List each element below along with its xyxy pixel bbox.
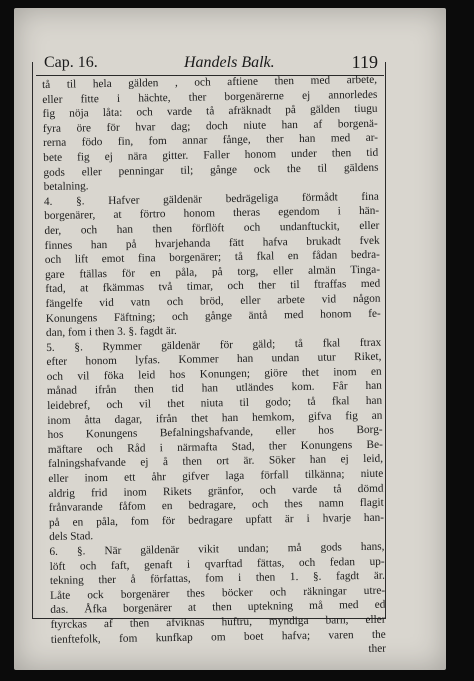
text-line: 5. §. Rymmer gäldenär för gäld; tå fkal ftrax — [46, 336, 382, 354]
text-line: hos Konungens Befalningshafvande, eller hos Borg- — [47, 423, 383, 442]
page-number: 119 — [351, 52, 378, 72]
text-line: leidebref, och vil thet niuta til godo; tå fkal han — [47, 394, 383, 413]
text-line: tå til hela gälden , och aftiene then med arbete, — [42, 73, 378, 91]
text-line: tienftefolk, fom kunfkap om boet hafva; varen the — [50, 628, 386, 646]
chapter-label: Cap. 16. — [44, 54, 98, 71]
text-line: ther — [368, 642, 387, 656]
text-line: aldrig frid inom Rikets gränfor, och varde tå dömd — [48, 482, 384, 500]
text-line: ftad, at fkämmas två timar, och ther til ftraffas med — [45, 278, 381, 296]
text-line: eller fitte i hächte, ther borgenärerne ej annorledes — [42, 88, 378, 106]
text-line: löft och faft, genaft i qvarftad fättas, och fedan up- — [49, 555, 385, 573]
text-line: betalning. — [43, 180, 89, 194]
text-line: gods eller penningar til; gånge ock the til gäldens — [43, 161, 379, 179]
text-line: dan, fom i then 3. §. fagdt är. — [45, 325, 177, 340]
text-line: finnes han på hvarjehanda fätt hafva brukadt fvek — [44, 234, 380, 252]
text-line: der, och han then förflöft och undanftuckit, eller — [44, 219, 380, 237]
text-line: fig nöja låta: och varde tå afräknadt på gälden tiugu — [42, 102, 378, 121]
book-page — [14, 8, 446, 670]
text-line: gare ftällas för en påla, på torg, eller almän Tinga- — [44, 263, 381, 281]
text-line: borgenärer, at förtro honom theras egendom i hän- — [44, 205, 380, 223]
text-line: rerna födo fin, fom annar fånge, ther han med ar- — [42, 132, 379, 150]
body-text — [42, 73, 386, 662]
header-title: Handels Balk. — [184, 54, 275, 71]
text-line: fyra öre för hvar dag; doch niute han af borgenä- — [42, 117, 378, 135]
running-header — [44, 52, 380, 74]
text-line: ftyrckas af then afviknas huftru, myndiga barn, eller — [50, 613, 386, 631]
text-line: efter honom lyfas. Kommer han undan utur Riket, — [46, 350, 382, 369]
text-line: Konungens Fäftning; och gånge äntå med honom fe- — [45, 307, 381, 325]
text-line: fängelfe vid vatn och bröd, eller arbete vid någon — [45, 292, 381, 310]
text-line: bete fig ej nära gitter. Faller honom under then tid — [43, 146, 379, 164]
text-line: eller inom ett åhr gifver laga förfall tilkänna; niute — [48, 467, 384, 485]
text-line: 6. §. När gäldenär vikit undan; må gods hans, — [49, 540, 385, 558]
text-line: och lift emot fina borgenärer; tå fkal en fådan bedra- — [44, 248, 380, 267]
text-line: på en påla, fom för bedragare upfatt är i hvarje han- — [48, 511, 385, 529]
text-line: mäftare och Råd i närmafta Stad, ther Konungens Be- — [47, 438, 383, 456]
text-line: dels Stad. — [49, 530, 94, 544]
text-line: falningshafvande ej å then ort är. Söker han ej leid, — [47, 453, 384, 471]
text-line: tekning ther å författas, fom i then 1. §. fagdt är. — [49, 569, 385, 588]
text-line: frånvarande fåfom en bedragare, och thes namn flagit — [48, 496, 384, 515]
text-line: inom åtta dagar, ifrån thet han hemkom, gifva fig an — [47, 409, 383, 427]
text-line: månad ifrån then tid han utländes kom. Får han — [46, 380, 382, 398]
text-line: Låte ock borgenärer thes böcker och räkningar utre- — [50, 584, 386, 602]
text-line: och vil föka leid hos Konungen; giöre thet inom en — [46, 365, 382, 383]
text-line: 4. §. Hafver gäldenär bedrägeliga förmådt fina — [43, 190, 379, 208]
text-line: das. Åfka borgenärer at then uptekning må med ed — [50, 599, 386, 617]
